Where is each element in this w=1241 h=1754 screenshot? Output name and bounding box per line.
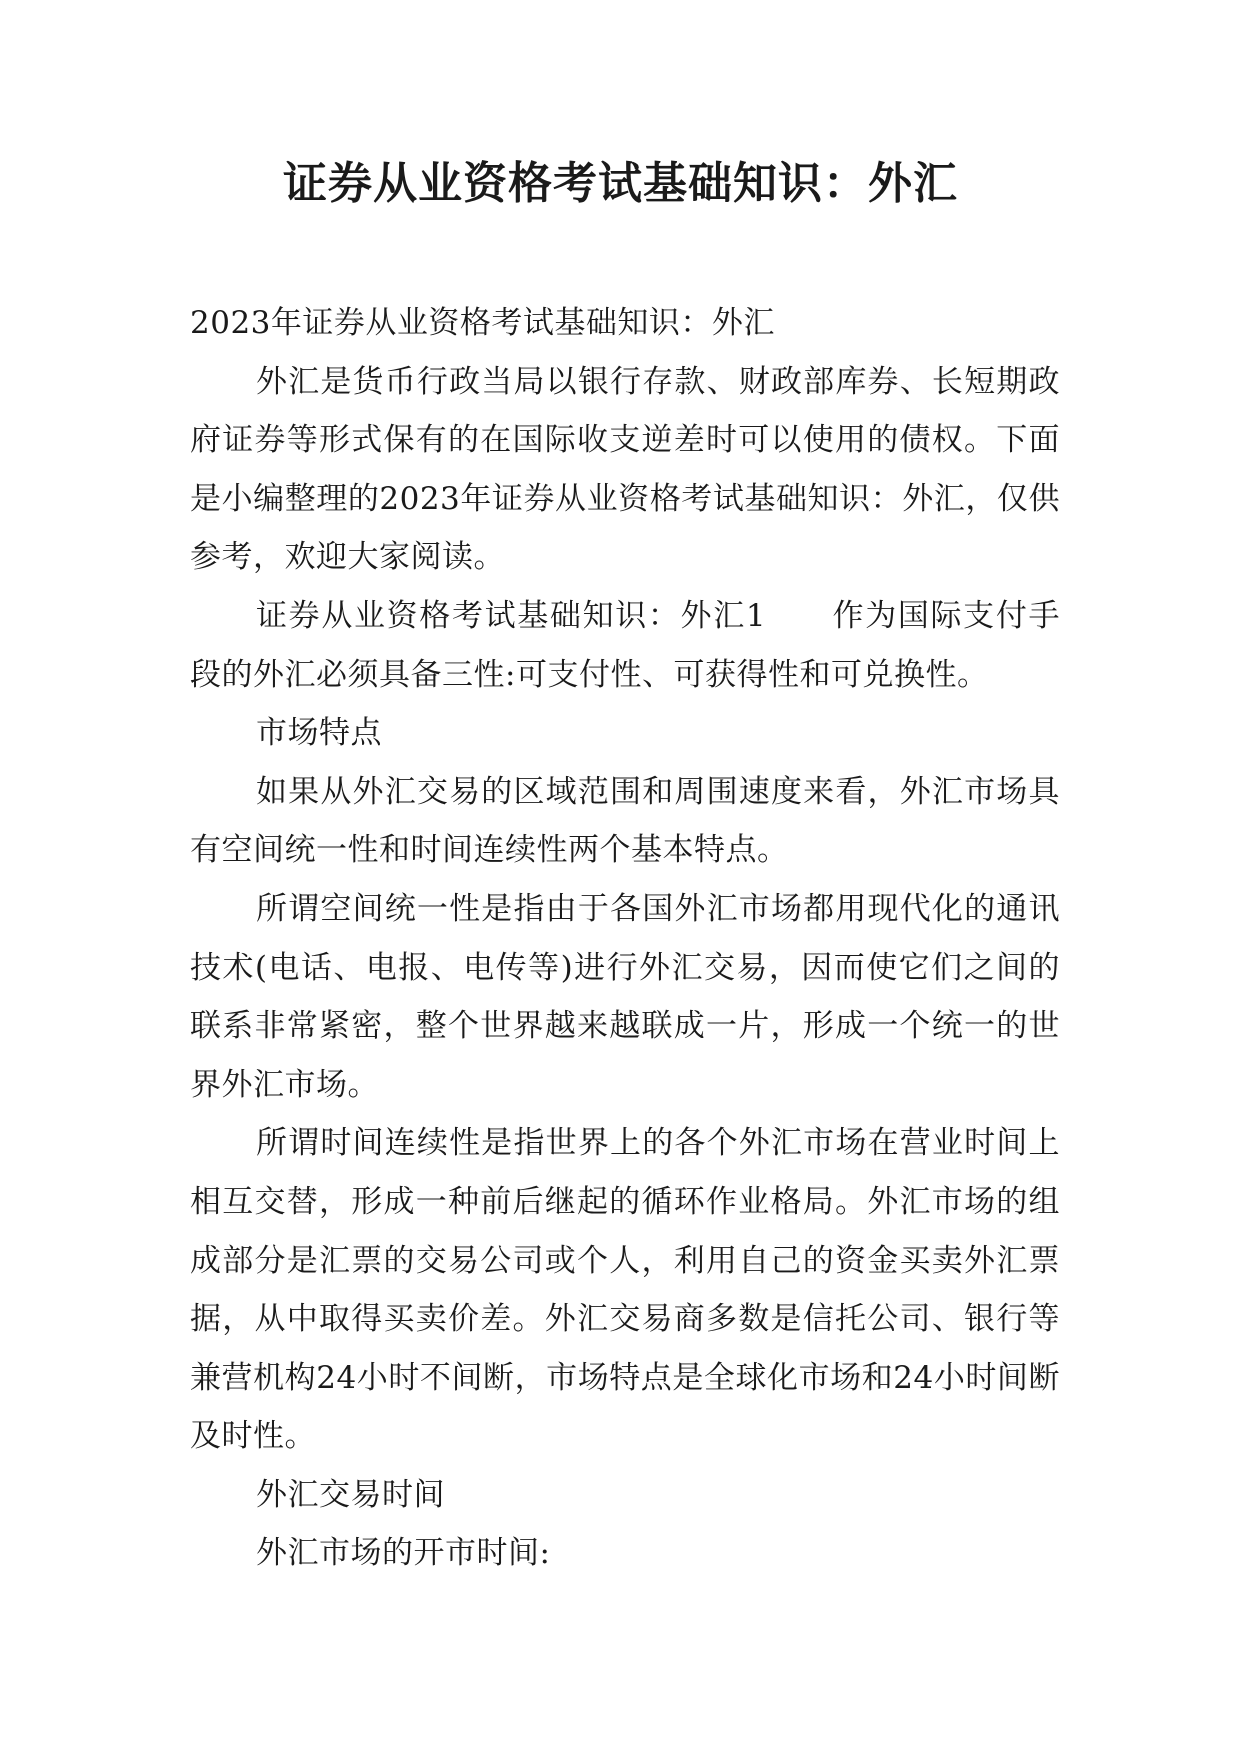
- heading-trading-hours: 外汇交易时间: [256, 1476, 445, 1513]
- paragraph-opening-hours: 外汇市场的开市时间:: [256, 1535, 551, 1572]
- paragraph-time-continuity: 所谓时间连续性是指世界上的各个外汇市场在营业时间上相互交替，形成一种前后继起的循环作业格局。外汇市场的组成部分是汇票的交易公司或个人，利用自己的资金买卖外汇票据，从中取得买卖价差。外汇交易商多数是信托公司、银行等兼营机构24小时不间断，市场特点是全球化市场和24小时间断及时性。: [190, 1125, 1060, 1455]
- paragraph-market-features: 如果从外汇交易的区域范围和周围速度来看，外汇市场具有空间统一性和时间连续性两个基本特点。: [190, 773, 1060, 869]
- paragraph-subtitle: 2023年证券从业资格考试基础知识：外汇: [190, 305, 775, 341]
- heading-market-features: 市场特点: [256, 715, 382, 752]
- document-title: 证券从业资格考试基础知识：外汇: [283, 158, 958, 209]
- paragraph-three-properties: 证券从业资格考试基础知识：外汇1 作为国际支付手段的外汇必须具备三性:可支付性、可获得性和可兑换性。: [190, 597, 1060, 693]
- paragraph-spatial-unity: 所谓空间统一性是指由于各国外汇市场都用现代化的通讯技术(电话、电报、电传等)进行外汇交易，因而使它们之间的联系非常紧密，整个世界越来越联成一片，形成一个统一的世界外汇市场。: [190, 890, 1060, 1103]
- paragraph-intro: 外汇是货币行政当局以银行存款、财政部库券、长短期政府证券等形式保有的在国际收支逆差时可以使用的债权。下面是小编整理的2023年证券从业资格考试基础知识：外汇，仅供参考，欢迎大家阅读。: [190, 363, 1060, 576]
- document-body: [190, 294, 1060, 1583]
